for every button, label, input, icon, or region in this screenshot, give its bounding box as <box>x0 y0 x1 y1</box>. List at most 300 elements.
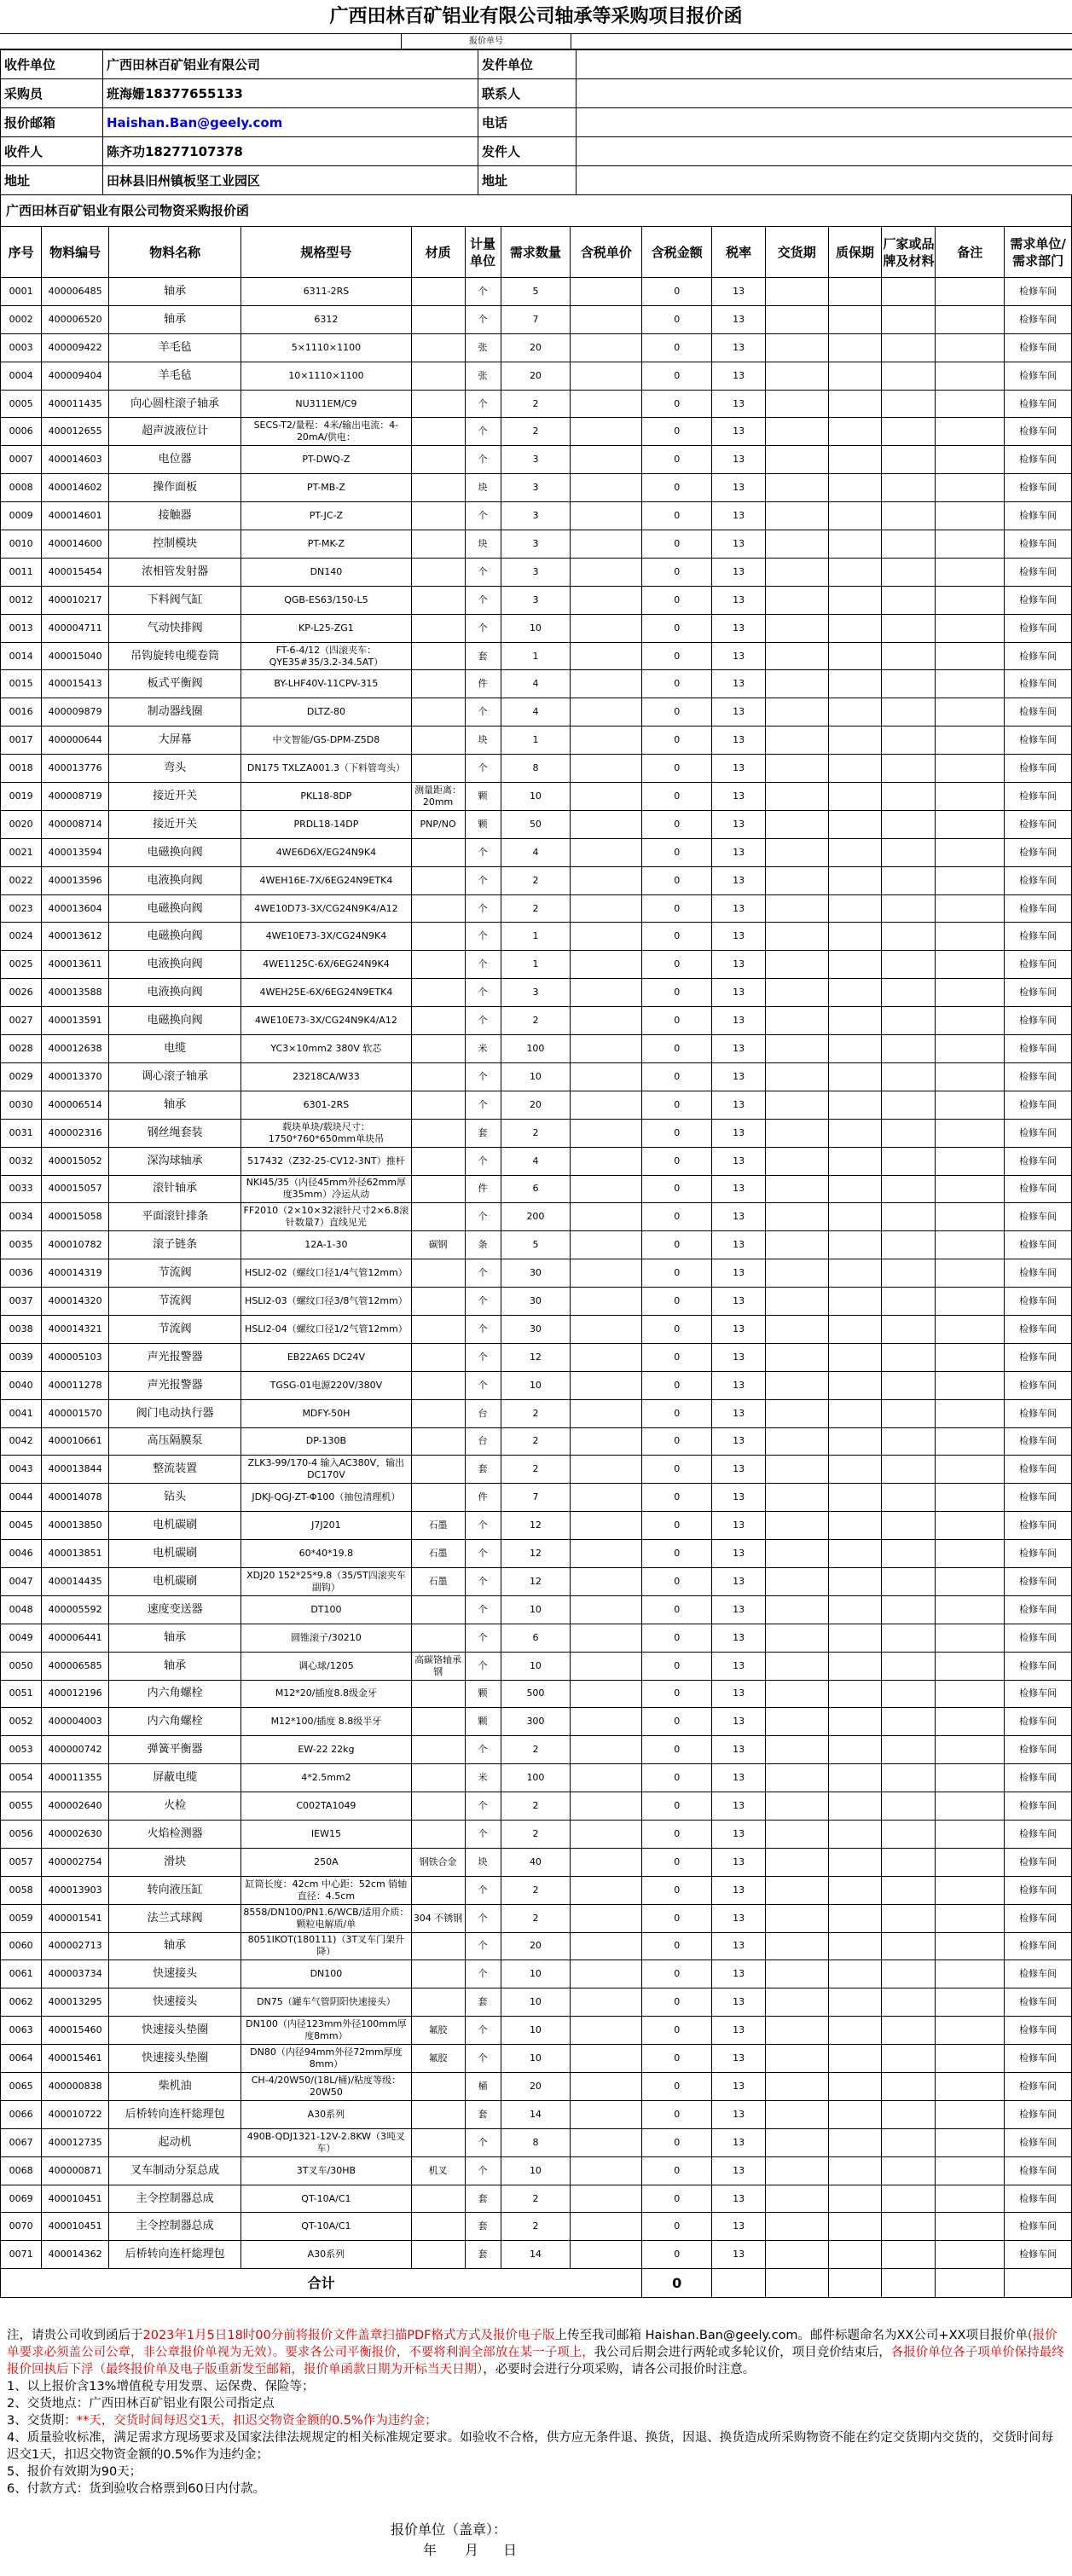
col-remark-cell[interactable] <box>936 586 1005 614</box>
col-unit-price-cell[interactable] <box>571 1035 642 1063</box>
col-delivery-cell[interactable] <box>766 1567 828 1595</box>
col-brand-cell[interactable] <box>882 418 936 446</box>
col-remark-cell[interactable] <box>936 1203 1005 1231</box>
col-delivery-cell[interactable] <box>766 1820 828 1848</box>
col-remark-cell[interactable] <box>936 305 1005 333</box>
col-unit-price-cell[interactable] <box>571 305 642 333</box>
col-remark-cell[interactable] <box>936 642 1005 670</box>
col-unit-price-cell[interactable] <box>571 1175 642 1203</box>
col-warranty-cell[interactable] <box>828 1119 882 1147</box>
col-unit-price-cell[interactable] <box>571 1259 642 1288</box>
col-warranty-cell[interactable] <box>828 2045 882 2073</box>
col-remark-cell[interactable] <box>936 2100 1005 2128</box>
col-delivery-cell[interactable] <box>766 1736 828 1764</box>
col-remark-cell[interactable] <box>936 2017 1005 2045</box>
col-remark-cell[interactable] <box>936 1288 1005 1316</box>
col-delivery-cell[interactable] <box>766 1764 828 1792</box>
col-remark-cell[interactable] <box>936 1652 1005 1680</box>
col-brand-cell[interactable] <box>882 530 936 559</box>
col-brand-cell[interactable] <box>882 586 936 614</box>
col-remark-cell[interactable] <box>936 2185 1005 2213</box>
col-brand-cell[interactable] <box>882 838 936 866</box>
col-brand-cell[interactable] <box>882 951 936 979</box>
col-remark-cell[interactable] <box>936 1231 1005 1259</box>
col-remark-cell[interactable] <box>936 1960 1005 1988</box>
col-remark-cell[interactable] <box>936 614 1005 642</box>
col-remark-cell[interactable] <box>936 2241 1005 2269</box>
col-warranty-cell[interactable] <box>828 670 882 698</box>
col-warranty-cell[interactable] <box>828 2213 882 2241</box>
col-brand-cell[interactable] <box>882 2156 936 2185</box>
col-warranty-cell[interactable] <box>828 586 882 614</box>
col-warranty-cell[interactable] <box>828 1904 882 1932</box>
col-warranty-cell[interactable] <box>828 1540 882 1568</box>
col-remark-cell[interactable] <box>936 2073 1005 2101</box>
col-warranty-cell[interactable] <box>828 1567 882 1595</box>
col-delivery-cell[interactable] <box>766 923 828 951</box>
col-brand-cell[interactable] <box>882 1652 936 1680</box>
col-remark-cell[interactable] <box>936 1062 1005 1091</box>
col-remark-cell[interactable] <box>936 1035 1005 1063</box>
col-warranty-cell[interactable] <box>828 2156 882 2185</box>
col-delivery-cell[interactable] <box>766 755 828 783</box>
col-remark-cell[interactable] <box>936 1399 1005 1427</box>
col-warranty-cell[interactable] <box>828 305 882 333</box>
col-delivery-cell[interactable] <box>766 390 828 418</box>
col-brand-cell[interactable] <box>882 333 936 362</box>
col-delivery-cell[interactable] <box>766 1932 828 1960</box>
col-brand-cell[interactable] <box>882 1960 936 1988</box>
col-delivery-cell[interactable] <box>766 1848 828 1876</box>
col-warranty-cell[interactable] <box>828 866 882 894</box>
col-remark-cell[interactable] <box>936 866 1005 894</box>
col-remark-cell[interactable] <box>936 1567 1005 1595</box>
col-warranty-cell[interactable] <box>828 362 882 390</box>
col-delivery-cell[interactable] <box>766 1708 828 1736</box>
col-warranty-cell[interactable] <box>828 558 882 586</box>
col-remark-cell[interactable] <box>936 810 1005 838</box>
col-brand-cell[interactable] <box>882 2241 936 2269</box>
col-unit-price-cell[interactable] <box>571 2185 642 2213</box>
col-brand-cell[interactable] <box>882 2185 936 2213</box>
col-brand-cell[interactable] <box>882 2213 936 2241</box>
col-delivery-cell[interactable] <box>766 1540 828 1568</box>
col-unit-price-cell[interactable] <box>571 979 642 1007</box>
col-brand-cell[interactable] <box>882 362 936 390</box>
col-delivery-cell[interactable] <box>766 1035 828 1063</box>
col-delivery-cell[interactable] <box>766 726 828 755</box>
col-remark-cell[interactable] <box>936 755 1005 783</box>
col-warranty-cell[interactable] <box>828 783 882 811</box>
col-warranty-cell[interactable] <box>828 1988 882 2017</box>
col-unit-price-cell[interactable] <box>571 1315 642 1343</box>
col-delivery-cell[interactable] <box>766 1147 828 1175</box>
col-brand-cell[interactable] <box>882 1595 936 1624</box>
col-warranty-cell[interactable] <box>828 1288 882 1316</box>
col-remark-cell[interactable] <box>936 923 1005 951</box>
col-warranty-cell[interactable] <box>828 1820 882 1848</box>
col-remark-cell[interactable] <box>936 1764 1005 1792</box>
col-delivery-cell[interactable] <box>766 1288 828 1316</box>
col-brand-cell[interactable] <box>882 2073 936 2101</box>
col-remark-cell[interactable] <box>936 1736 1005 1764</box>
col-unit-price-cell[interactable] <box>571 2156 642 2185</box>
col-unit-price-cell[interactable] <box>571 530 642 559</box>
col-brand-cell[interactable] <box>882 2045 936 2073</box>
col-unit-price-cell[interactable] <box>571 698 642 726</box>
col-brand-cell[interactable] <box>882 670 936 698</box>
col-delivery-cell[interactable] <box>766 1175 828 1203</box>
col-warranty-cell[interactable] <box>828 1062 882 1091</box>
col-unit-price-cell[interactable] <box>571 2073 642 2101</box>
col-warranty-cell[interactable] <box>828 502 882 530</box>
col-warranty-cell[interactable] <box>828 1848 882 1876</box>
col-delivery-cell[interactable] <box>766 2128 828 2156</box>
col-delivery-cell[interactable] <box>766 1315 828 1343</box>
col-unit-price-cell[interactable] <box>571 1932 642 1960</box>
col-unit-price-cell[interactable] <box>571 1764 642 1792</box>
col-delivery-cell[interactable] <box>766 1007 828 1035</box>
col-warranty-cell[interactable] <box>828 642 882 670</box>
col-delivery-cell[interactable] <box>766 1792 828 1821</box>
col-warranty-cell[interactable] <box>828 278 882 306</box>
col-remark-cell[interactable] <box>936 726 1005 755</box>
col-warranty-cell[interactable] <box>828 446 882 474</box>
col-remark-cell[interactable] <box>936 1876 1005 1904</box>
col-brand-cell[interactable] <box>882 1680 936 1708</box>
col-brand-cell[interactable] <box>882 1988 936 2017</box>
col-brand-cell[interactable] <box>882 642 936 670</box>
col-brand-cell[interactable] <box>882 1371 936 1399</box>
col-unit-price-cell[interactable] <box>571 951 642 979</box>
col-remark-cell[interactable] <box>936 838 1005 866</box>
col-unit-price-cell[interactable] <box>571 894 642 923</box>
col-delivery-cell[interactable] <box>766 1484 828 1512</box>
col-remark-cell[interactable] <box>936 2045 1005 2073</box>
col-delivery-cell[interactable] <box>766 1512 828 1540</box>
col-remark-cell[interactable] <box>936 1091 1005 1119</box>
col-warranty-cell[interactable] <box>828 1231 882 1259</box>
col-brand-cell[interactable] <box>882 1567 936 1595</box>
col-delivery-cell[interactable] <box>766 951 828 979</box>
col-remark-cell[interactable] <box>936 446 1005 474</box>
col-delivery-cell[interactable] <box>766 1960 828 1988</box>
col-warranty-cell[interactable] <box>828 1736 882 1764</box>
col-remark-cell[interactable] <box>936 1343 1005 1371</box>
col-brand-cell[interactable] <box>882 783 936 811</box>
col-delivery-cell[interactable] <box>766 894 828 923</box>
col-delivery-cell[interactable] <box>766 810 828 838</box>
col-warranty-cell[interactable] <box>828 1708 882 1736</box>
col-unit-price-cell[interactable] <box>571 1988 642 2017</box>
col-brand-cell[interactable] <box>882 1288 936 1316</box>
col-unit-price-cell[interactable] <box>571 1876 642 1904</box>
col-unit-price-cell[interactable] <box>571 333 642 362</box>
col-brand-cell[interactable] <box>882 305 936 333</box>
col-warranty-cell[interactable] <box>828 1259 882 1288</box>
col-delivery-cell[interactable] <box>766 2045 828 2073</box>
col-unit-price-cell[interactable] <box>571 1652 642 1680</box>
col-remark-cell[interactable] <box>936 1512 1005 1540</box>
col-brand-cell[interactable] <box>882 474 936 502</box>
col-delivery-cell[interactable] <box>766 502 828 530</box>
col-delivery-cell[interactable] <box>766 2100 828 2128</box>
col-unit-price-cell[interactable] <box>571 1399 642 1427</box>
col-remark-cell[interactable] <box>936 1932 1005 1960</box>
col-remark-cell[interactable] <box>936 333 1005 362</box>
col-remark-cell[interactable] <box>936 1904 1005 1932</box>
col-delivery-cell[interactable] <box>766 446 828 474</box>
col-delivery-cell[interactable] <box>766 1876 828 1904</box>
col-warranty-cell[interactable] <box>828 1595 882 1624</box>
col-brand-cell[interactable] <box>882 894 936 923</box>
col-unit-price-cell[interactable] <box>571 1708 642 1736</box>
col-warranty-cell[interactable] <box>828 923 882 951</box>
col-unit-price-cell[interactable] <box>571 1288 642 1316</box>
col-remark-cell[interactable] <box>936 1595 1005 1624</box>
col-unit-price-cell[interactable] <box>571 446 642 474</box>
col-unit-price-cell[interactable] <box>571 1848 642 1876</box>
col-brand-cell[interactable] <box>882 1091 936 1119</box>
col-unit-price-cell[interactable] <box>571 1595 642 1624</box>
col-warranty-cell[interactable] <box>828 1427 882 1456</box>
col-warranty-cell[interactable] <box>828 1091 882 1119</box>
col-remark-cell[interactable] <box>936 1456 1005 1484</box>
col-delivery-cell[interactable] <box>766 586 828 614</box>
col-delivery-cell[interactable] <box>766 1343 828 1371</box>
col-delivery-cell[interactable] <box>766 1652 828 1680</box>
address2-value[interactable] <box>577 166 1072 195</box>
col-unit-price-cell[interactable] <box>571 923 642 951</box>
col-warranty-cell[interactable] <box>828 951 882 979</box>
col-unit-price-cell[interactable] <box>571 558 642 586</box>
col-unit-price-cell[interactable] <box>571 1091 642 1119</box>
col-remark-cell[interactable] <box>936 418 1005 446</box>
col-remark-cell[interactable] <box>936 530 1005 559</box>
col-unit-price-cell[interactable] <box>571 586 642 614</box>
col-delivery-cell[interactable] <box>766 1203 828 1231</box>
col-delivery-cell[interactable] <box>766 979 828 1007</box>
col-remark-cell[interactable] <box>936 1820 1005 1848</box>
col-delivery-cell[interactable] <box>766 1427 828 1456</box>
col-warranty-cell[interactable] <box>828 810 882 838</box>
col-brand-cell[interactable] <box>882 810 936 838</box>
col-warranty-cell[interactable] <box>828 2017 882 2045</box>
col-delivery-cell[interactable] <box>766 1371 828 1399</box>
col-unit-price-cell[interactable] <box>571 390 642 418</box>
col-delivery-cell[interactable] <box>766 305 828 333</box>
col-brand-cell[interactable] <box>882 1315 936 1343</box>
col-delivery-cell[interactable] <box>766 418 828 446</box>
email-value[interactable]: Haishan.Ban@geely.com <box>103 108 478 137</box>
col-unit-price-cell[interactable] <box>571 866 642 894</box>
col-unit-price-cell[interactable] <box>571 755 642 783</box>
col-unit-price-cell[interactable] <box>571 2017 642 2045</box>
col-brand-cell[interactable] <box>882 1484 936 1512</box>
col-unit-price-cell[interactable] <box>571 2100 642 2128</box>
col-remark-cell[interactable] <box>936 1259 1005 1288</box>
sender-unit-value[interactable] <box>577 50 1072 79</box>
col-warranty-cell[interactable] <box>828 1175 882 1203</box>
col-warranty-cell[interactable] <box>828 2073 882 2101</box>
col-remark-cell[interactable] <box>936 1147 1005 1175</box>
sender-value[interactable] <box>577 137 1072 166</box>
col-delivery-cell[interactable] <box>766 1988 828 2017</box>
col-remark-cell[interactable] <box>936 1315 1005 1343</box>
col-delivery-cell[interactable] <box>766 530 828 559</box>
col-warranty-cell[interactable] <box>828 726 882 755</box>
col-delivery-cell[interactable] <box>766 1062 828 1091</box>
col-unit-price-cell[interactable] <box>571 1624 642 1652</box>
col-warranty-cell[interactable] <box>828 418 882 446</box>
col-remark-cell[interactable] <box>936 1484 1005 1512</box>
col-unit-price-cell[interactable] <box>571 1484 642 1512</box>
col-unit-price-cell[interactable] <box>571 474 642 502</box>
col-brand-cell[interactable] <box>882 1624 936 1652</box>
col-unit-price-cell[interactable] <box>571 1427 642 1456</box>
col-remark-cell[interactable] <box>936 474 1005 502</box>
col-brand-cell[interactable] <box>882 390 936 418</box>
col-remark-cell[interactable] <box>936 1792 1005 1821</box>
col-remark-cell[interactable] <box>936 670 1005 698</box>
col-brand-cell[interactable] <box>882 1231 936 1259</box>
col-warranty-cell[interactable] <box>828 1932 882 1960</box>
col-brand-cell[interactable] <box>882 1764 936 1792</box>
col-brand-cell[interactable] <box>882 923 936 951</box>
col-brand-cell[interactable] <box>882 1119 936 1147</box>
col-warranty-cell[interactable] <box>828 698 882 726</box>
col-brand-cell[interactable] <box>882 1062 936 1091</box>
col-unit-price-cell[interactable] <box>571 2128 642 2156</box>
col-remark-cell[interactable] <box>936 1624 1005 1652</box>
col-delivery-cell[interactable] <box>766 333 828 362</box>
col-brand-cell[interactable] <box>882 726 936 755</box>
col-delivery-cell[interactable] <box>766 670 828 698</box>
col-brand-cell[interactable] <box>882 1792 936 1821</box>
col-delivery-cell[interactable] <box>766 1680 828 1708</box>
col-delivery-cell[interactable] <box>766 2017 828 2045</box>
phone-value[interactable] <box>577 108 1072 137</box>
col-brand-cell[interactable] <box>882 1876 936 1904</box>
col-delivery-cell[interactable] <box>766 2073 828 2101</box>
col-remark-cell[interactable] <box>936 1988 1005 2017</box>
col-warranty-cell[interactable] <box>828 1484 882 1512</box>
col-unit-price-cell[interactable] <box>571 2045 642 2073</box>
col-unit-price-cell[interactable] <box>571 2241 642 2269</box>
col-delivery-cell[interactable] <box>766 1624 828 1652</box>
col-brand-cell[interactable] <box>882 1820 936 1848</box>
col-remark-cell[interactable] <box>936 1848 1005 1876</box>
col-warranty-cell[interactable] <box>828 1960 882 1988</box>
col-unit-price-cell[interactable] <box>571 2213 642 2241</box>
col-unit-price-cell[interactable] <box>571 502 642 530</box>
col-delivery-cell[interactable] <box>766 1456 828 1484</box>
col-brand-cell[interactable] <box>882 1007 936 1035</box>
col-warranty-cell[interactable] <box>828 1512 882 1540</box>
col-brand-cell[interactable] <box>882 1904 936 1932</box>
col-warranty-cell[interactable] <box>828 1315 882 1343</box>
col-brand-cell[interactable] <box>882 1147 936 1175</box>
col-delivery-cell[interactable] <box>766 614 828 642</box>
col-delivery-cell[interactable] <box>766 2213 828 2241</box>
col-unit-price-cell[interactable] <box>571 418 642 446</box>
col-brand-cell[interactable] <box>882 698 936 726</box>
col-warranty-cell[interactable] <box>828 838 882 866</box>
col-unit-price-cell[interactable] <box>571 1231 642 1259</box>
col-brand-cell[interactable] <box>882 979 936 1007</box>
col-delivery-cell[interactable] <box>766 1231 828 1259</box>
col-warranty-cell[interactable] <box>828 390 882 418</box>
col-remark-cell[interactable] <box>936 1119 1005 1147</box>
col-warranty-cell[interactable] <box>828 1680 882 1708</box>
contact-value[interactable] <box>577 79 1072 108</box>
col-remark-cell[interactable] <box>936 1708 1005 1736</box>
col-brand-cell[interactable] <box>882 1399 936 1427</box>
col-warranty-cell[interactable] <box>828 614 882 642</box>
col-unit-price-cell[interactable] <box>571 1007 642 1035</box>
col-unit-price-cell[interactable] <box>571 362 642 390</box>
col-warranty-cell[interactable] <box>828 2185 882 2213</box>
col-brand-cell[interactable] <box>882 278 936 306</box>
col-warranty-cell[interactable] <box>828 1343 882 1371</box>
col-brand-cell[interactable] <box>882 2100 936 2128</box>
col-remark-cell[interactable] <box>936 1175 1005 1203</box>
col-delivery-cell[interactable] <box>766 1259 828 1288</box>
col-unit-price-cell[interactable] <box>571 1371 642 1399</box>
col-unit-price-cell[interactable] <box>571 642 642 670</box>
col-warranty-cell[interactable] <box>828 1371 882 1399</box>
col-delivery-cell[interactable] <box>766 2156 828 2185</box>
col-remark-cell[interactable] <box>936 783 1005 811</box>
col-unit-price-cell[interactable] <box>571 1062 642 1091</box>
col-remark-cell[interactable] <box>936 2128 1005 2156</box>
col-remark-cell[interactable] <box>936 1371 1005 1399</box>
col-warranty-cell[interactable] <box>828 1203 882 1231</box>
col-remark-cell[interactable] <box>936 1427 1005 1456</box>
col-warranty-cell[interactable] <box>828 530 882 559</box>
col-brand-cell[interactable] <box>882 1259 936 1288</box>
col-remark-cell[interactable] <box>936 502 1005 530</box>
col-unit-price-cell[interactable] <box>571 1119 642 1147</box>
col-unit-price-cell[interactable] <box>571 1736 642 1764</box>
col-warranty-cell[interactable] <box>828 1147 882 1175</box>
col-brand-cell[interactable] <box>882 446 936 474</box>
col-delivery-cell[interactable] <box>766 1595 828 1624</box>
col-warranty-cell[interactable] <box>828 2241 882 2269</box>
col-warranty-cell[interactable] <box>828 1007 882 1035</box>
col-unit-price-cell[interactable] <box>571 1203 642 1231</box>
col-unit-price-cell[interactable] <box>571 1567 642 1595</box>
col-warranty-cell[interactable] <box>828 333 882 362</box>
col-unit-price-cell[interactable] <box>571 838 642 866</box>
col-delivery-cell[interactable] <box>766 1904 828 1932</box>
col-remark-cell[interactable] <box>936 390 1005 418</box>
col-brand-cell[interactable] <box>882 755 936 783</box>
col-warranty-cell[interactable] <box>828 2128 882 2156</box>
col-unit-price-cell[interactable] <box>571 1820 642 1848</box>
col-delivery-cell[interactable] <box>766 1091 828 1119</box>
col-warranty-cell[interactable] <box>828 1456 882 1484</box>
col-brand-cell[interactable] <box>882 558 936 586</box>
col-brand-cell[interactable] <box>882 1343 936 1371</box>
col-warranty-cell[interactable] <box>828 2100 882 2128</box>
col-warranty-cell[interactable] <box>828 1399 882 1427</box>
col-warranty-cell[interactable] <box>828 755 882 783</box>
col-remark-cell[interactable] <box>936 951 1005 979</box>
col-unit-price-cell[interactable] <box>571 783 642 811</box>
col-warranty-cell[interactable] <box>828 1876 882 1904</box>
col-remark-cell[interactable] <box>936 894 1005 923</box>
